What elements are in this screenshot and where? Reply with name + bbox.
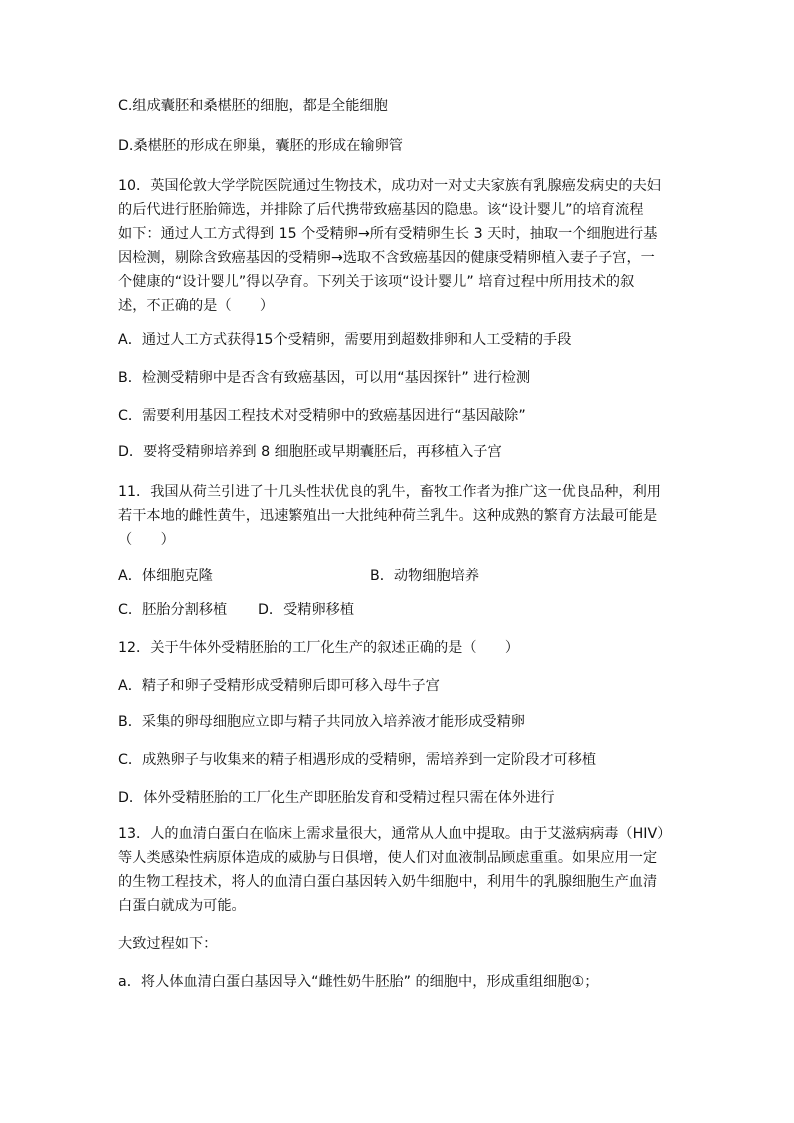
q10-stem-line-6: 述，不正确的是（ ） — [118, 298, 275, 314]
q10-option-a: A．通过人工方式获得15个受精卵，需要用到超数排卵和人工受精的手段 — [118, 332, 572, 348]
q10-stem-line-4: 因检测，剔除含致癌基因的受精卵→选取不含致癌基因的健康受精卵植入妻子子宫，一 — [118, 250, 655, 266]
q11-stem-line-1: 11．我国从荷兰引进了十几头性状优良的乳牛，畜牧工作者为推广这一优良品种，利用 — [118, 484, 661, 500]
q13-stem-line-1: 13．人的血清白蛋白在临床上需求量很大，通常从人血中提取。由于艾滋病病毒（HIV） — [118, 826, 672, 842]
prev-option-d: D.桑椹胚的形成在卵巢，囊胚的形成在输卵管 — [118, 138, 403, 154]
q10-stem-line-5: 个健康的“设计婴儿”得以孕育。下列关于该项“设计婴儿” 培育过程中所用技术的叙 — [118, 274, 635, 290]
q13-stem-line-4: 白蛋白就成为可能。 — [118, 898, 246, 914]
q12-option-d: D．体外受精胚胎的工厂化生产即胚胎发育和受精过程只需在体外进行 — [118, 790, 555, 806]
q12-option-c: C．成熟卵子与收集来的精子相遇形成的受精卵，需培养到一定阶段才可移植 — [118, 752, 597, 768]
q11-option-c: C．胚胎分割移植 — [118, 602, 228, 618]
q10-option-d: D．要将受精卵培养到 8 细胞胚或早期囊胚后，再移植入子宫 — [118, 444, 502, 460]
q13-stem-line-2: 等人类感染性病原体造成的威胁与日俱增，使人们对血液制品顾虑重重。如果应用一定 — [118, 850, 658, 866]
q11-stem-line-2: 若干本地的雌性黄牛，迅速繁殖出一大批纯种荷兰乳牛。这种成熟的繁育方法最可能是 — [118, 508, 658, 524]
prev-option-c: C.组成囊胚和桑椹胚的细胞，都是全能细胞 — [118, 98, 388, 114]
q10-option-c: C．需要利用基因工程技术对受精卵中的致癌基因进行“基因敲除” — [118, 408, 526, 424]
q11-option-a: A．体细胞克隆 — [118, 568, 213, 584]
q10-option-b: B．检测受精卵中是否含有致癌基因，可以用“基因探针” 进行检测 — [118, 370, 531, 386]
q10-stem-line-1: 10．英国伦敦大学学院医院通过生物技术，成功对一对丈夫家族有乳腺癌发病史的夫妇 — [118, 178, 661, 194]
q11-stem-line-3: （ ） — [118, 532, 175, 548]
q11-option-d: D．受精卵移植 — [258, 602, 355, 618]
q13-step-a: a．将人体血清白蛋白基因导入“雌性奶牛胚胎” 的细胞中，形成重组细胞①； — [118, 974, 599, 990]
q12-option-b: B．采集的卵母细胞应立即与精子共同放入培养液才能形成受精卵 — [118, 714, 525, 730]
q11-option-b: B．动物细胞培养 — [370, 568, 480, 584]
q12-option-a: A．精子和卵子受精形成受精卵后即可移入母牛子宫 — [118, 678, 440, 694]
q10-stem-line-3: 如下：通过人工方式得到 15 个受精卵→所有受精卵生长 3 天时，抽取一个细胞进行基 — [118, 226, 658, 242]
q10-stem-line-2: 的后代进行胚胎筛选，并排除了后代携带致癌基因的隐患。该“设计婴儿”的培育流程 — [118, 202, 644, 218]
q13-stem-line-3: 的生物工程技术，将人的血清白蛋白基因转入奶牛细胞中，利用牛的乳腺细胞生产血清 — [118, 874, 658, 890]
q12-stem: 12．关于牛体外受精胚胎的工厂化生产的叙述正确的是（ ） — [118, 640, 520, 656]
q13-process-intro: 大致过程如下： — [118, 936, 218, 952]
